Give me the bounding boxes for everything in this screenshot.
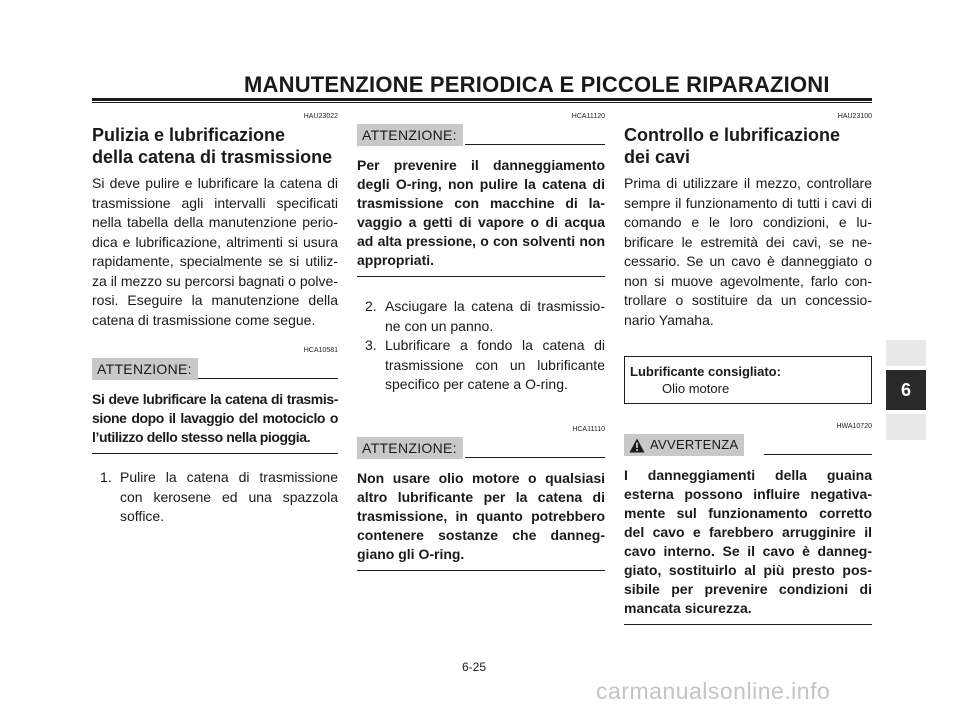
step-text: Asciugare la catena di trasmissio-ne con un panno. xyxy=(385,298,605,334)
recommended-lubricant-box xyxy=(624,356,872,404)
steps-list-2 xyxy=(357,297,605,395)
caution-rule xyxy=(465,457,605,458)
warning-text: I danneggiamenti della guaina esterna possono influire negativa-mente sul funzionamento corretto del cavo e farebbero arrugginire il cavo interno. Se il cavo è danneg-giato, sostituirlo al più presto pos-sibile per prevenire condizioni di mancata sicurezza. xyxy=(624,466,872,625)
lubricant-value: Olio motore xyxy=(662,381,730,396)
cables-intro-text: Prima di utilizzare il mezzo, controllare sempre il funzionamento di tutti i cavi di comando e le loro condizioni, e lu-brificare le estremità dei cavi, se ne-cessario. Se un cavo è danneggiato o non si muove agevolmente, farlo con-trollare o sostituire da un concessio-nario Yamaha. xyxy=(624,175,872,328)
caution-badge: ATTENZIONE: xyxy=(92,358,198,380)
steps-list-1 xyxy=(92,468,338,527)
lubricant-title: Lubrificante consigliato: xyxy=(630,364,781,379)
heading-line-1: Pulizia e lubrificazione xyxy=(92,125,286,145)
section-code: HAU23100 xyxy=(837,113,872,120)
step-text: Lubrificare a fondo la catena di trasmissione con un lubrificante specifico per catene a O-ring. xyxy=(385,337,605,392)
column-right xyxy=(624,112,872,625)
caution-text: Si deve lubrificare la catena di trasmis-sione dopo il lavaggio del motociclo o l’utilizzo dello stesso nella pioggia. xyxy=(92,390,338,454)
caution-header xyxy=(357,124,605,148)
section-heading-chain xyxy=(92,124,338,168)
header-rule xyxy=(92,98,872,101)
caution-header xyxy=(92,358,338,382)
heading-line-2: della catena di trasmissione xyxy=(92,147,333,167)
list-item xyxy=(357,297,605,336)
section-heading-cables xyxy=(624,124,872,168)
caution-badge: ATTENZIONE: xyxy=(357,437,463,459)
chapter-tab: 6 xyxy=(886,370,926,410)
step-number: 1. xyxy=(100,469,112,485)
section-code: HAU23022 xyxy=(303,113,338,120)
caution-code: HCA11110 xyxy=(572,425,605,433)
column-left xyxy=(92,112,338,527)
side-tab-bar-bottom xyxy=(886,414,926,440)
warning-code: HWA10720 xyxy=(836,423,872,430)
step-number: 2. xyxy=(365,298,377,314)
warning-label: AVVERTENZA xyxy=(650,437,739,452)
watermark: carmanualsonline.info xyxy=(596,678,831,704)
warning-triangle-icon xyxy=(629,438,645,453)
step-text: Pulire la catena di trasmissione con kerosene ed una spazzola soffice. xyxy=(120,469,338,524)
page-number: 6-25 xyxy=(462,660,487,674)
caution-badge: ATTENZIONE: xyxy=(357,124,463,146)
caution-code: HCA10581 xyxy=(303,347,338,354)
page-header-title: MANUTENZIONE PERIODICA E PICCOLE RIPARAZIONI xyxy=(244,72,830,97)
header-rule-thin xyxy=(92,102,872,103)
caution-code: HCA11120 xyxy=(571,113,605,120)
list-item xyxy=(357,336,605,395)
side-tab-bar-top xyxy=(886,340,926,366)
caution-text: Non usare olio motore o qualsiasi altro lubrificante per la catena di trasmissione, in quanto potrebbero contenere sostanze che danneg-giano gli O-ring. xyxy=(357,469,605,571)
chain-intro-text: Si deve pulire e lubrificare la catena di trasmissione agli intervalli specificati nella tabella della manutenzione perio-dica e lubrificazione, altrimenti si usura rapidamente, specialmente se si utiliz-za il mezzo su percorsi bagnati o polve-rosi. Eseguire la manutenzione della catena di trasmissione come segue. xyxy=(92,175,338,328)
heading-line-2: dei cavi xyxy=(624,147,691,167)
list-item xyxy=(92,468,338,527)
step-number: 3. xyxy=(365,337,377,353)
warning-rule xyxy=(764,454,872,455)
caution-rule xyxy=(465,144,605,145)
caution-header xyxy=(357,437,605,461)
caution-rule xyxy=(198,378,338,379)
warning-header xyxy=(624,434,872,458)
column-middle xyxy=(357,112,605,571)
warning-badge xyxy=(624,434,744,456)
caution-text: Per prevenire il danneggiamento degli O-ring, non pulire la catena di trasmissione con macchine di la-vaggio a getti di vapore o di acqua ad alta pressione, o con solventi non appropriati. xyxy=(357,156,605,277)
heading-line-1: Controllo e lubrificazione xyxy=(624,125,841,145)
